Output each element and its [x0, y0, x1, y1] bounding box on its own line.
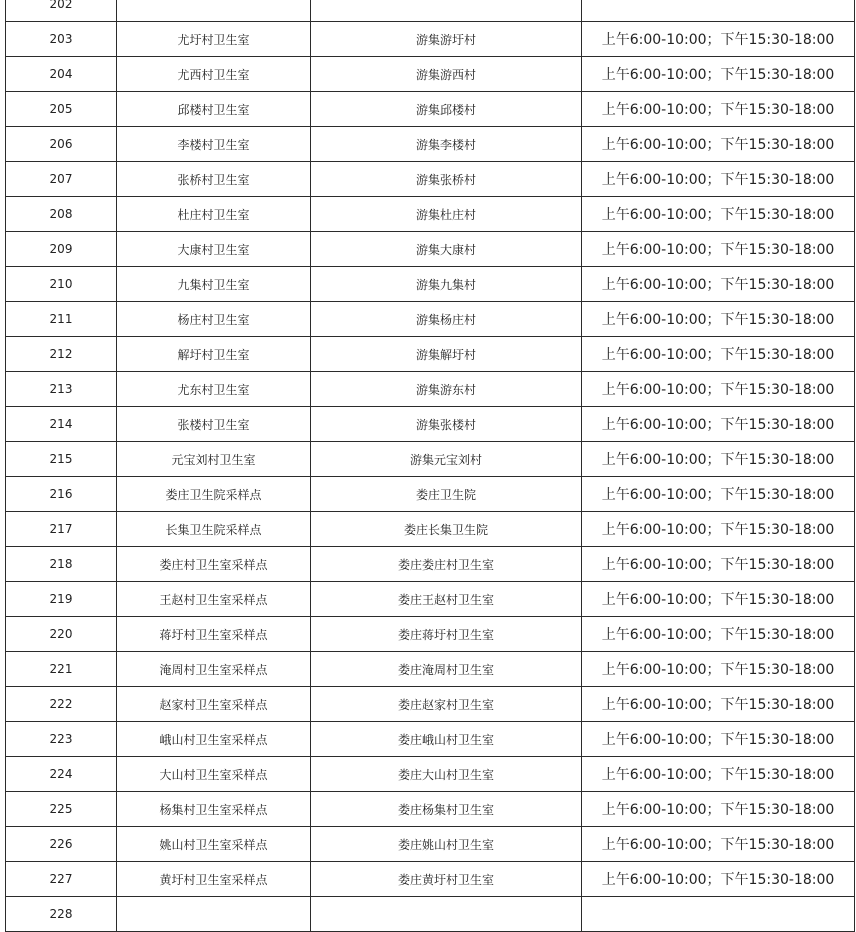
- row-number-cell: 219: [6, 582, 117, 617]
- table-row: [6, 127, 855, 162]
- location-cell: 娄庄王赵村卫生室: [311, 582, 582, 617]
- row-number-cell: 204: [6, 57, 117, 92]
- location-cell: [311, 897, 582, 932]
- location-cell: 游集邱楼村: [311, 92, 582, 127]
- location-cell: 游集九集村: [311, 267, 582, 302]
- opening-hours-cell: 上午6:00-10:00；下午15:30-18:00: [582, 57, 855, 92]
- opening-hours-cell: 上午6:00-10:00；下午15:30-18:00: [582, 757, 855, 792]
- table-row: [6, 302, 855, 337]
- sampling-site-cell: 杨庄村卫生室: [117, 302, 311, 337]
- opening-hours-cell: 上午6:00-10:00；下午15:30-18:00: [582, 792, 855, 827]
- sampling-site-cell: [117, 0, 311, 22]
- opening-hours-cell: 上午6:00-10:00；下午15:30-18:00: [582, 92, 855, 127]
- row-number-cell: 220: [6, 617, 117, 652]
- table-row: [6, 92, 855, 127]
- row-number-cell: 211: [6, 302, 117, 337]
- opening-hours-cell: 上午6:00-10:00；下午15:30-18:00: [582, 827, 855, 862]
- location-cell: 游集张桥村: [311, 162, 582, 197]
- table-row: [6, 22, 855, 57]
- opening-hours-cell: 上午6:00-10:00；下午15:30-18:00: [582, 652, 855, 687]
- location-cell: 娄庄大山村卫生室: [311, 757, 582, 792]
- location-cell: 游集解圩村: [311, 337, 582, 372]
- location-cell: 游集游圩村: [311, 22, 582, 57]
- location-cell: 游集杜庄村: [311, 197, 582, 232]
- table-row: [6, 547, 855, 582]
- opening-hours-cell: 上午6:00-10:00；下午15:30-18:00: [582, 547, 855, 582]
- opening-hours-cell: 上午6:00-10:00；下午15:30-18:00: [582, 582, 855, 617]
- opening-hours-cell: 上午6:00-10:00；下午15:30-18:00: [582, 127, 855, 162]
- location-cell: 游集杨庄村: [311, 302, 582, 337]
- table-row: [6, 652, 855, 687]
- row-number-cell: 218: [6, 547, 117, 582]
- sampling-sites-table: [5, 0, 855, 932]
- location-cell: 游集大康村: [311, 232, 582, 267]
- table-row: [6, 582, 855, 617]
- sampling-site-cell: 解圩村卫生室: [117, 337, 311, 372]
- sampling-site-cell: 峨山村卫生室采样点: [117, 722, 311, 757]
- sampling-site-cell: 淹周村卫生室采样点: [117, 652, 311, 687]
- table-row: [6, 477, 855, 512]
- table-row: [6, 792, 855, 827]
- sampling-site-cell: 尤西村卫生室: [117, 57, 311, 92]
- opening-hours-cell: 上午6:00-10:00；下午15:30-18:00: [582, 22, 855, 57]
- table-row: [6, 757, 855, 792]
- row-number-cell: 215: [6, 442, 117, 477]
- table-row: [6, 897, 855, 932]
- row-number-cell: 210: [6, 267, 117, 302]
- opening-hours-cell: 上午6:00-10:00；下午15:30-18:00: [582, 862, 855, 897]
- sampling-site-cell: 王赵村卫生室采样点: [117, 582, 311, 617]
- opening-hours-cell: 上午6:00-10:00；下午15:30-18:00: [582, 687, 855, 722]
- table-row: [6, 407, 855, 442]
- sampling-site-cell: 杜庄村卫生室: [117, 197, 311, 232]
- location-cell: 娄庄蒋圩村卫生室: [311, 617, 582, 652]
- row-number-cell: 203: [6, 22, 117, 57]
- table-body: [6, 0, 855, 932]
- opening-hours-cell: 上午6:00-10:00；下午15:30-18:00: [582, 267, 855, 302]
- sampling-site-cell: 娄庄村卫生室采样点: [117, 547, 311, 582]
- sampling-site-cell: 元宝刘村卫生室: [117, 442, 311, 477]
- opening-hours-cell: [582, 897, 855, 932]
- sampling-site-cell: 黄圩村卫生室采样点: [117, 862, 311, 897]
- row-number-cell: 224: [6, 757, 117, 792]
- location-cell: 娄庄赵家村卫生室: [311, 687, 582, 722]
- location-cell: 游集游东村: [311, 372, 582, 407]
- table-row: [6, 512, 855, 547]
- location-cell: 娄庄姚山村卫生室: [311, 827, 582, 862]
- row-number-cell: 217: [6, 512, 117, 547]
- row-number-cell: 207: [6, 162, 117, 197]
- opening-hours-cell: 上午6:00-10:00；下午15:30-18:00: [582, 197, 855, 232]
- sampling-site-cell: 娄庄卫生院采样点: [117, 477, 311, 512]
- opening-hours-cell: 上午6:00-10:00；下午15:30-18:00: [582, 617, 855, 652]
- sampling-site-cell: 长集卫生院采样点: [117, 512, 311, 547]
- row-number-cell: 225: [6, 792, 117, 827]
- location-cell: 娄庄峨山村卫生室: [311, 722, 582, 757]
- opening-hours-cell: 上午6:00-10:00；下午15:30-18:00: [582, 407, 855, 442]
- location-cell: 娄庄黄圩村卫生室: [311, 862, 582, 897]
- location-cell: 游集游西村: [311, 57, 582, 92]
- table-row: [6, 862, 855, 897]
- table-row: [6, 827, 855, 862]
- opening-hours-cell: 上午6:00-10:00；下午15:30-18:00: [582, 162, 855, 197]
- row-number-cell: 214: [6, 407, 117, 442]
- opening-hours-cell: 上午6:00-10:00；下午15:30-18:00: [582, 477, 855, 512]
- row-number-cell: 206: [6, 127, 117, 162]
- opening-hours-cell: 上午6:00-10:00；下午15:30-18:00: [582, 337, 855, 372]
- opening-hours-cell: 上午6:00-10:00；下午15:30-18:00: [582, 442, 855, 477]
- location-cell: 娄庄卫生院: [311, 477, 582, 512]
- row-number-cell: 212: [6, 337, 117, 372]
- opening-hours-cell: 上午6:00-10:00；下午15:30-18:00: [582, 512, 855, 547]
- location-cell: 游集李楼村: [311, 127, 582, 162]
- sampling-site-cell: 大山村卫生室采样点: [117, 757, 311, 792]
- sampling-site-cell: 邱楼村卫生室: [117, 92, 311, 127]
- location-cell: 娄庄淹周村卫生室: [311, 652, 582, 687]
- sampling-site-cell: 尤圩村卫生室: [117, 22, 311, 57]
- sampling-site-cell: 李楼村卫生室: [117, 127, 311, 162]
- location-cell: 游集张楼村: [311, 407, 582, 442]
- table-row: [6, 57, 855, 92]
- location-cell: 娄庄长集卫生院: [311, 512, 582, 547]
- sampling-site-cell: 大康村卫生室: [117, 232, 311, 267]
- sampling-site-cell: 姚山村卫生室采样点: [117, 827, 311, 862]
- row-number-cell: 216: [6, 477, 117, 512]
- table-row: [6, 617, 855, 652]
- sampling-site-cell: 尤东村卫生室: [117, 372, 311, 407]
- location-cell: 娄庄杨集村卫生室: [311, 792, 582, 827]
- row-number-cell: 202: [6, 0, 117, 22]
- opening-hours-cell: [582, 0, 855, 22]
- row-number-cell: 223: [6, 722, 117, 757]
- sampling-site-cell: 张楼村卫生室: [117, 407, 311, 442]
- table-row: [6, 197, 855, 232]
- sampling-site-cell: 张桥村卫生室: [117, 162, 311, 197]
- row-number-cell: 228: [6, 897, 117, 932]
- table-row: [6, 267, 855, 302]
- row-number-cell: 221: [6, 652, 117, 687]
- row-number-cell: 226: [6, 827, 117, 862]
- sampling-site-cell: [117, 897, 311, 932]
- sampling-site-cell: 杨集村卫生室采样点: [117, 792, 311, 827]
- table-row: [6, 337, 855, 372]
- opening-hours-cell: 上午6:00-10:00；下午15:30-18:00: [582, 372, 855, 407]
- row-number-cell: 222: [6, 687, 117, 722]
- table-row: [6, 232, 855, 267]
- sampling-sites-table-container: [5, 0, 855, 932]
- row-number-cell: 209: [6, 232, 117, 267]
- table-row: [6, 687, 855, 722]
- table-row: [6, 162, 855, 197]
- location-cell: 游集元宝刘村: [311, 442, 582, 477]
- location-cell: 娄庄娄庄村卫生室: [311, 547, 582, 582]
- opening-hours-cell: 上午6:00-10:00；下午15:30-18:00: [582, 302, 855, 337]
- table-row: [6, 0, 855, 22]
- row-number-cell: 205: [6, 92, 117, 127]
- sampling-site-cell: 蒋圩村卫生室采样点: [117, 617, 311, 652]
- table-row: [6, 722, 855, 757]
- table-row: [6, 442, 855, 477]
- table-row: [6, 372, 855, 407]
- sampling-site-cell: 赵家村卫生室采样点: [117, 687, 311, 722]
- row-number-cell: 208: [6, 197, 117, 232]
- opening-hours-cell: 上午6:00-10:00；下午15:30-18:00: [582, 232, 855, 267]
- sampling-site-cell: 九集村卫生室: [117, 267, 311, 302]
- row-number-cell: 213: [6, 372, 117, 407]
- location-cell: [311, 0, 582, 22]
- opening-hours-cell: 上午6:00-10:00；下午15:30-18:00: [582, 722, 855, 757]
- row-number-cell: 227: [6, 862, 117, 897]
